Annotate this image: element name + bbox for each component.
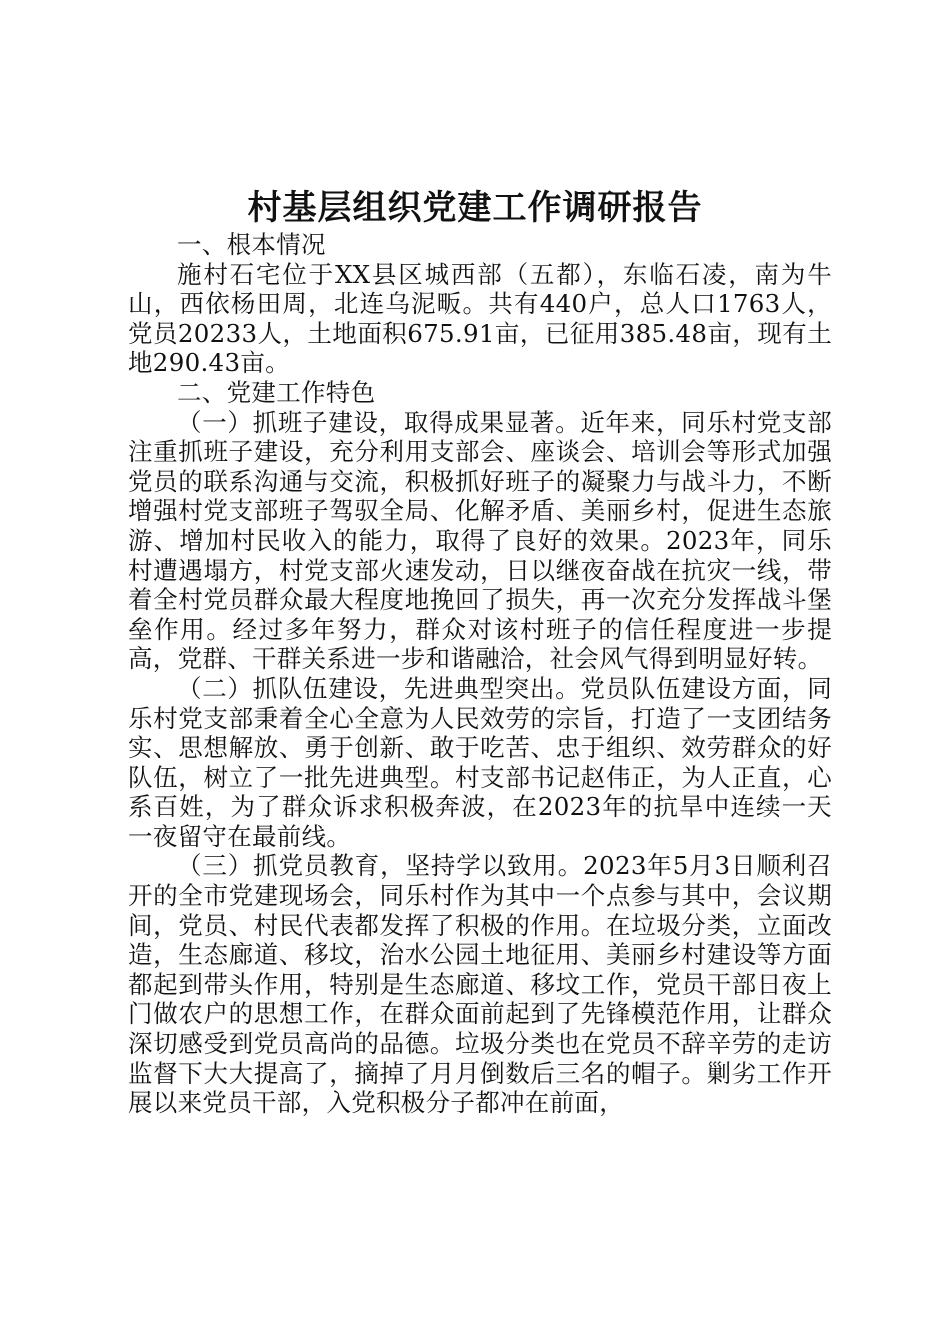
paragraph-team-building: （一）抓班子建设，取得成果显著。近年来，同乐村党支部注重抓班子建设，充分利用支部会、座谈会、培训会等形式加强党员的联系沟通与交流，积极抓好班子的凝聚力与战斗力，不断增强村党支部班子驾驭全局、化解矛盾、美丽乡村，促进生态旅游、增加村民收入的能力，取得了良好的效果。2023年，同乐村遭遇塌方，村党支部火速发动，日以继夜奋战在抗灾一线，带着全村党员群众最大程度地挽回了损失，再一次充分发挥战斗堡垒作用。经过多年努力，群众对该村班子的信任程度进一步提高，党群、干群关系进一步和谐融洽，社会风气得到明显好转。 xyxy=(128,407,832,674)
section-heading-party-building-features: 二、党建工作特色 xyxy=(177,377,376,407)
section-heading-basic-situation: 一、根本情况 xyxy=(177,230,326,259)
paragraph-ranks-building: （二）抓队伍建设，先进典型突出。党员队伍建设方面，同乐村党支部秉着全心全意为人民效劳的宗旨，打造了一支团结务实、思想解放、勇于创新、敢于吃苦、忠于组织、效劳群众的好队伍，树立了一批先进典型。村支部书记赵伟正，为人正直，心系百姓，为了群众诉求积极奔波，在2023年的抗旱中连续一天一夜留守在最前线。 xyxy=(128,673,832,851)
paragraph-member-education: （三）抓党员教育，坚持学以致用。2023年5月3日顺利召开的全市党建现场会，同乐村作为其中一个点参与其中，会议期间，党员、村民代表都发挥了积极的作用。在垃圾分类，立面改造，生态廊道、移坟，治水公园土地征用、美丽乡村建设等方面都起到带头作用，特别是生态廊道、移坟工作，党员干部日夜上门做农户的思想工作，在群众面前起到了先锋模范作用，让群众深切感受到党员高尚的品德。垃圾分类也在党员不辞辛劳的走访监督下大大提高了，摘掉了月月倒数后三名的帽子。剿劣工作开展以来党员干部，入党积极分子都冲在前面， xyxy=(128,851,832,1118)
paragraph-village-overview: 施村石宅位于XX县区城西部（五都），东临石凌，南为牛山，西依杨田周，北连乌泥畈。共有440户，总人口1763人，党员20233人，土地面积675.91亩，已征用385.48亩，现有土地290.43亩。 xyxy=(128,259,832,378)
document-body xyxy=(128,230,832,1118)
document-title: 村基层组织党建工作调研报告 xyxy=(247,188,703,228)
